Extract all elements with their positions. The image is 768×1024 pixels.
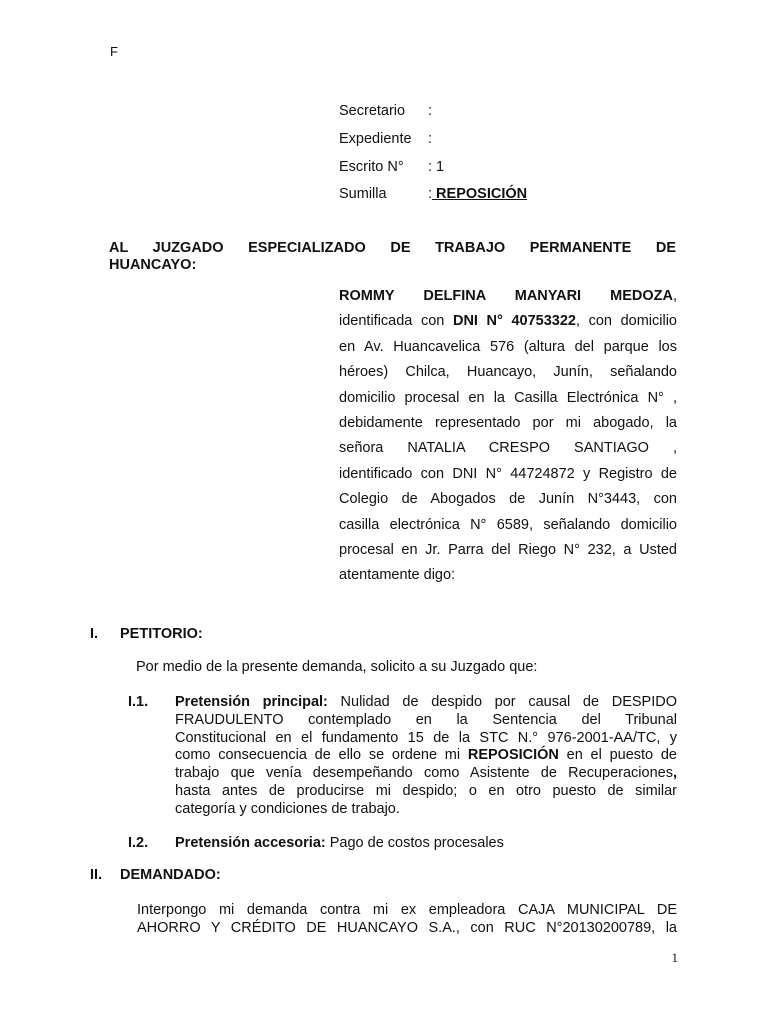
item-label: Pretensión accesoria: <box>175 835 326 851</box>
section-heading-petitorio <box>90 626 203 642</box>
meta-sep: : <box>428 159 433 175</box>
intro-text: , con domicilio <box>575 313 677 330</box>
meta-sep: : <box>428 131 433 147</box>
meta-key: Expediente <box>339 131 412 147</box>
item-text: en el puesto de <box>558 747 677 764</box>
section-title: DEMANDADO: <box>120 867 221 883</box>
intro-line: señora NATALIA CRESPO SANTIAGO , <box>339 440 677 457</box>
intro-line: héroes) Chilca, Huancayo, Junín, señalando <box>339 364 677 381</box>
intro-line: atentamente digo: <box>339 567 456 584</box>
section-title: PETITORIO: <box>120 626 203 642</box>
meta-value-sumilla: REPOSICIÓN <box>432 186 528 202</box>
item-line: Constitucional en el fundamento 15 de la STC N.° 976-2001-AA/TC, y <box>175 729 677 746</box>
item-line: FRAUDULENTO contemplado en la Sentencia del Tribunal <box>175 711 677 728</box>
meta-key: Escrito N° <box>339 159 404 175</box>
intro-text: , <box>672 288 677 304</box>
item-text: trabajo que venía desempeñando como Asistente de Recuperaciones <box>175 765 673 782</box>
intro-line: identificado con DNI N° 44724872 y Registro de <box>339 465 677 482</box>
section-heading-demandado <box>90 867 221 883</box>
meta-sumilla <box>339 184 527 204</box>
page-marker: F <box>110 44 118 59</box>
intro-line: Colegio de Abogados de Junín N°3443, con <box>339 491 677 508</box>
intro-line: debidamente representado por mi abogado, la <box>339 414 677 431</box>
item-text: Pago de costos procesales <box>325 835 504 851</box>
demandado-paragraph <box>137 902 677 938</box>
reposicion-emphasis: REPOSICIÓN <box>467 747 559 764</box>
meta-key: Secretario <box>339 103 406 119</box>
court-line-2: HUANCAYO: <box>109 257 197 273</box>
meta-escrito <box>339 157 444 177</box>
item-principal <box>175 694 677 819</box>
item-line <box>175 765 677 783</box>
item-line: categoría y condiciones de trabajo. <box>175 800 400 817</box>
item-accesoria <box>175 835 504 851</box>
intro-line: domicilio procesal en la Casilla Electrónica N° , <box>339 389 677 406</box>
meta-secretario <box>339 101 432 121</box>
demandado-line: Interpongo mi demanda contra mi ex empleadora CAJA MUNICIPAL DE <box>137 902 677 918</box>
intro-line: casilla electrónica N° 6589, señalando domicilio <box>339 516 677 533</box>
section-number: I. <box>90 626 99 642</box>
meta-sep: : <box>428 103 433 119</box>
section-number: II. <box>90 867 103 883</box>
page-number: 1 <box>671 950 678 965</box>
item-line <box>175 747 677 765</box>
meta-sep: : <box>428 186 433 202</box>
intro-line <box>339 309 677 334</box>
item-label: Pretensión principal: <box>175 694 328 710</box>
intro-text: identificada con <box>339 313 453 330</box>
item-text-bold: , <box>672 765 677 782</box>
intro-paragraph <box>339 284 677 589</box>
court-line-1: AL JUZGADO ESPECIALIZADO DE TRABAJO PERMANENTE DE <box>109 240 676 256</box>
court-addressee <box>109 240 676 274</box>
intro-line: en Av. Huancavelica 576 (altura del parque los <box>339 338 677 355</box>
item-line <box>175 694 677 712</box>
intro-line <box>339 284 677 309</box>
petitorio-intro: Por medio de la presente demanda, solicito a su Juzgado que: <box>136 659 538 675</box>
item-number: I.1. <box>128 694 149 710</box>
meta-key: Sumilla <box>339 186 387 202</box>
meta-expediente <box>339 129 432 149</box>
plaintiff-name: ROMMY DELFINA MANYARI MEDOZA <box>339 288 673 304</box>
intro-line: procesal en Jr. Parra del Riego N° 232, a Usted <box>339 541 677 558</box>
item-line: hasta antes de producirse mi despido; o en otro puesto de similar <box>175 782 677 799</box>
demandado-line: AHORRO Y CRÉDITO DE HUANCAYO S.A., con RUC N°20130200789, la <box>137 919 677 936</box>
item-number: I.2. <box>128 835 149 851</box>
meta-value: 1 <box>432 159 445 175</box>
plaintiff-dni: DNI N° 40753322 <box>452 313 576 330</box>
item-text: Nulidad de despido por causal de DESPIDO <box>327 694 677 710</box>
item-text: como consecuencia de ello se ordene mi <box>175 747 468 764</box>
